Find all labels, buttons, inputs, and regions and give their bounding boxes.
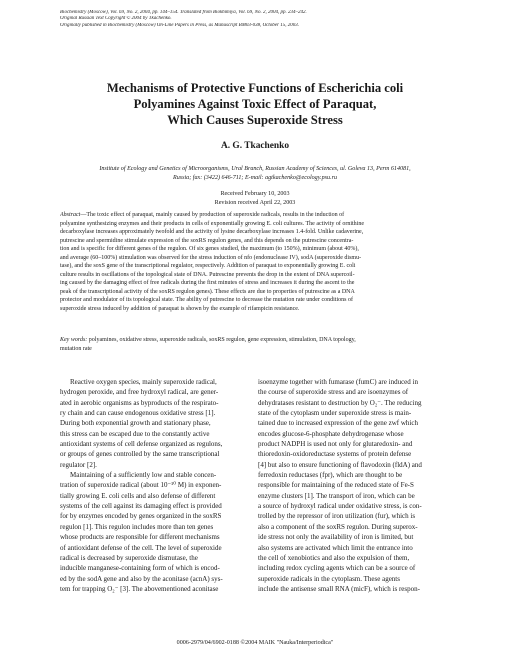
body-line: regulon [1]. This regulon includes more than ten genes — [60, 522, 214, 531]
title-line: Mechanisms of Protective Functions of Escherichia coli — [106, 81, 404, 95]
body-line: encodes glucose-6-phosphate dehydrogenase whose — [258, 429, 404, 438]
received-dates — [0, 190, 510, 207]
abstract-line: tion and is specific for different genes of the regulon. Of six genes studied, the maximum (to 150%), minimum (about 40%), — [60, 246, 359, 253]
keywords-line: mutation rate — [60, 345, 92, 352]
body-line: whose products are responsible for different mechanisms — [60, 533, 220, 542]
keywords-label: Key words: — [60, 337, 88, 343]
body-line: isoenzyme together with fumarase (fumC) are induced in — [258, 378, 418, 386]
received-date: Received February 10, 2003 — [220, 191, 290, 197]
running-head — [60, 10, 460, 29]
body-line: the course of superoxide stress and are isoenzymes of — [258, 388, 409, 397]
body-line: tem for trapping O₂⁻ [3]. The abovementioned aconitase — [60, 584, 219, 593]
body-line: regulator [2]. — [60, 460, 97, 469]
body-line: product NADPH is used not only for glutaredoxin- and — [258, 440, 413, 449]
keywords-line: polyamines, oxidative stress, superoxide radicals, soxRS regulon, gene expression, stimulation, DNA topology, — [87, 337, 356, 343]
body-line: tially growing E. coli cells and also defense of different — [60, 491, 216, 500]
author-name: A. G. Tkachenko — [220, 141, 290, 151]
body-line: this stress can be escaped due to the constantly active — [60, 429, 210, 438]
title-line: Polyamines Against Toxic Effect of Paraquat, — [133, 97, 377, 111]
body-line: a source of hydroxyl radical under oxidative stress, is con- — [258, 502, 422, 511]
body-line: the cell of xenobiotics and also the expulsion of them, — [258, 553, 410, 562]
body-line: During both exponential growth and stationary phase, — [60, 419, 211, 428]
abstract-line: decarboxylase increases approximately twofold and the activity of lysine decarboxylase increases 1.4-fold. Unlike cadaverine, — [60, 229, 364, 236]
abstract-line: polyamine synthesizing enzymes and their products in cells of exponentially growing E. coli cultures. The activity of ornithine — [60, 220, 364, 227]
abstract-line: superoxide stress induced by addition of paraquat is shown by the example of rifampicin resistance. — [60, 306, 300, 313]
body-line: radical is decreased by superoxide dismutase, the — [60, 553, 198, 562]
body-line: ed by the sodA gene and also by the aconitase (acnA) sys- — [60, 574, 223, 583]
running-head-line: Originally published in Biochemistry (Moscow) On-Line Papers in Press, as Manuscript BM03-038, October 15, 2003. — [60, 22, 299, 28]
article-title — [40, 80, 470, 128]
abstract-line: tase), and the soxS gene of the transcriptional regulator, respectively. Addition of paraquat to exponentially growing E. coli — [60, 263, 356, 270]
affiliation-line: Russia; fax: (3422) 646-711; E-mail: agtkachenko@ecology.psu.ru — [172, 174, 338, 181]
affiliation-line: Institute of Ecology and Genetics of Microorganisms, Ural Branch, Russian Academy of Sciences, ul. Goleva 13, Perm 614081, — [99, 166, 411, 172]
abstract-line: ing caused by the damaging effect of free radicals during the first minutes of stress and increases it during the ascent to the — [60, 280, 355, 287]
body-line: tained due to increased expression of the gene zwf which — [258, 419, 418, 428]
revised-date: Revision received April 22, 2003 — [214, 199, 296, 206]
abstract-line: —The toxic effect of paraquat, mainly caused by production of superoxide radicals, results in the induction of — [80, 212, 345, 218]
body-column-right — [258, 377, 458, 594]
body-line: trolled by the repressor of iron utilization (fur), which is — [258, 512, 416, 521]
body-line: or groups of genes controlled by the same transcriptional — [60, 450, 220, 459]
body-line: inducible manganese-containing form of which is encod- — [60, 564, 220, 573]
abstract-line: peak of the transcriptional activity of the soxRS regulon genes). These effects are due to properties of putrescine as a DNA — [60, 288, 355, 295]
body-line: state of the cytoplasm under superoxide stress is main- — [258, 409, 412, 418]
body-line: responsible for maintaining of the reduced state of Fe-S — [258, 481, 414, 490]
body-line: antioxidant systems of cell defense organized as regulons, — [60, 440, 223, 449]
body-line: thioredoxin-oxidoreductase systems of protein defense — [258, 450, 412, 459]
body-line: superoxide radicals in the cytoplasm. These agents — [258, 574, 400, 583]
running-head-line: Biochemistry (Moscow), Vol. 69, No. 2, 2004, pp. 144–154. Translated from Biokhimiya, Vol. 69, No. 2, 2004, pp. 234–242. — [60, 10, 307, 15]
body-line: ry chain and can cause endogenous oxidative stress [1]. — [60, 409, 216, 418]
body-line: [4] but also to ensure functioning of flavodoxin (fldA) and — [258, 460, 422, 469]
body-line: also systems are activated which limit the entrance into — [258, 543, 413, 552]
abstract-line: and average (60–100%) stimulation was observed for the stress induction of nfo (endonuclease IV), sodA (superoxide dismu- — [60, 254, 362, 261]
abstract-line: putrescine and spermidine stimulate expression of the soxRS regulon genes, and this depends on the putrescine concentra- — [60, 237, 354, 244]
body-line: enzyme clusters [1]. The transport of iron, which can be — [258, 491, 415, 500]
body-line: including redox cycling agents which can be a source of — [258, 564, 416, 573]
body-line: dehydratases resistant to destruction by O₂⁻. The reducing — [258, 398, 422, 407]
body-line: include the antisense small RNA (micF), which is respon- — [258, 584, 420, 593]
title-line: Which Causes Superoxide Stress — [167, 113, 343, 127]
affiliation — [70, 165, 440, 182]
abstract-line: culture results in oscillations of the topological state of DNA. Putrescine prevents the drop in the extent of DNA supercoil- — [60, 271, 355, 278]
body-line: hydrogen peroxide, and free hydroxyl radical, are gener- — [60, 388, 219, 397]
body-line: Reactive oxygen species, mainly superoxide radical, — [70, 378, 217, 386]
abstract-label: Abstract — [60, 212, 81, 218]
copyright-footer: 0006-2979/04/6902-0188 ©2004 MAIK "Nauka/Interperiodica" — [176, 640, 334, 646]
body-line: ated in aerobic organisms as byproducts of the respirato- — [60, 398, 219, 407]
keywords-line-first — [60, 336, 450, 345]
body-line: systems of the cell against its damaging effect is provided — [60, 502, 222, 511]
body-line: ide stress not only the availability of iron is limited, but — [258, 533, 414, 542]
body-line: ferredoxin reductases (fpr), which are thought to be — [258, 471, 403, 480]
keywords — [60, 336, 450, 353]
body-line: for by enzymes encoded by genes organized in the soxRS — [60, 512, 222, 521]
body-line: tration of superoxide radical (about 10⁻¹⁰ M) in exponen- — [60, 481, 222, 490]
body-line: Maintaining of a sufficiently low and stable concen- — [70, 471, 217, 480]
abstract — [60, 211, 450, 314]
running-head-line: Original Russian Text Copyright © 2004 by Tkachenko. — [60, 16, 172, 22]
abstract-line: protector and modulator of its topological state. The ability of putrescine to decrease the mutation rate under conditions of — [60, 297, 353, 304]
body-line: also a component of the soxRS regulon. During superox- — [258, 522, 418, 531]
abstract-line-first — [60, 211, 450, 220]
body-line: of antioxidant defense of the cell. The level of superoxide — [60, 543, 222, 552]
body-column-left — [60, 377, 260, 594]
